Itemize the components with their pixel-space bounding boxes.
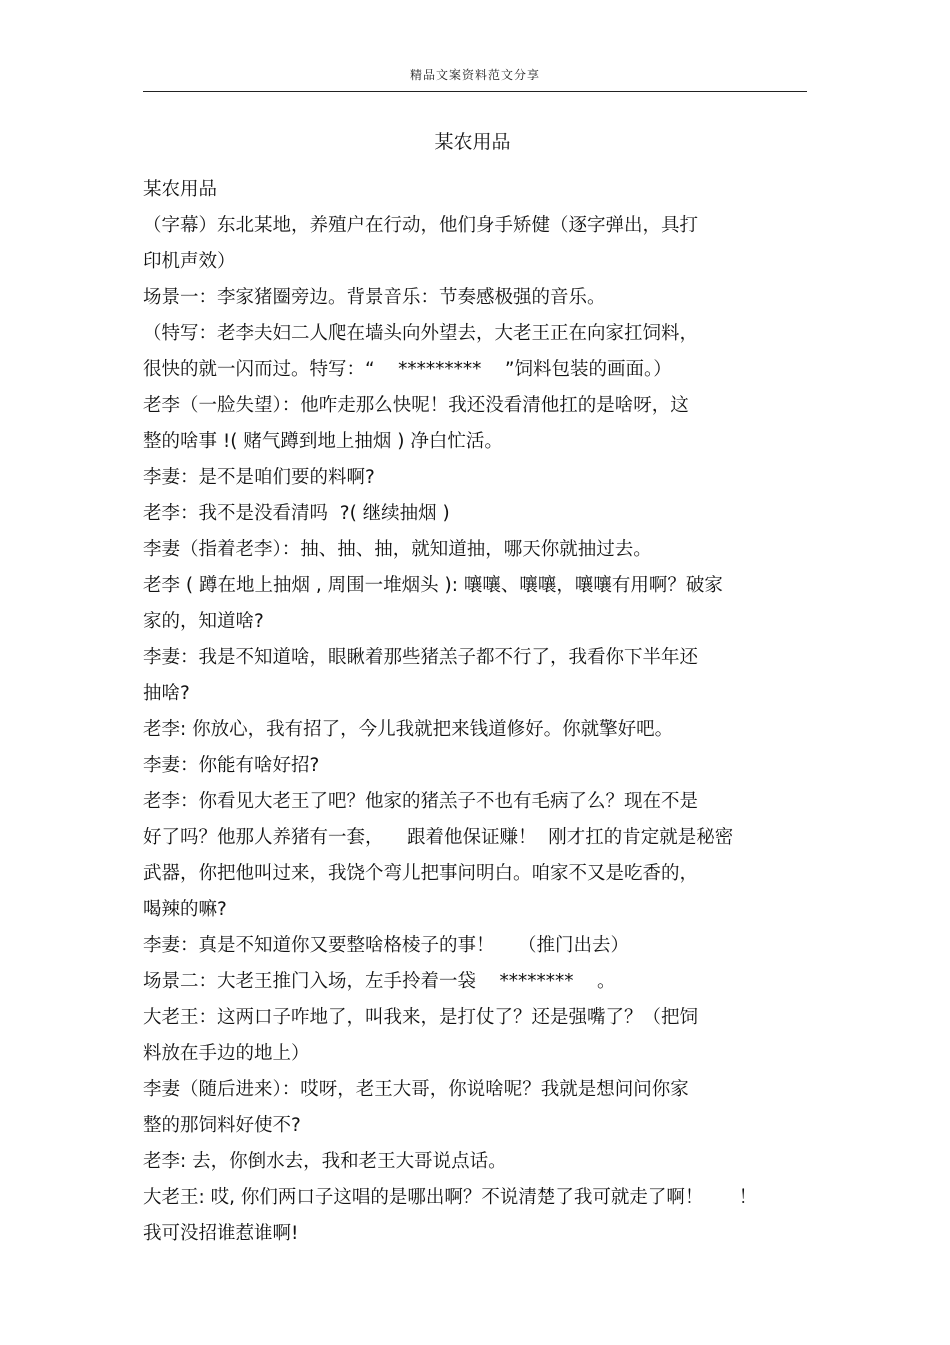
text-line: 料放在手边的地上）	[143, 1043, 310, 1064]
text-line: 武器，你把他叫过来，我饶个弯儿把事问明白。咱家不又是吃香的，	[143, 863, 699, 884]
text-line: 印机声效）	[143, 251, 236, 272]
text-line: 我可没招谁惹谁啊!	[143, 1223, 299, 1244]
text-line: 整的那饲料好使不?	[143, 1115, 301, 1136]
page-header: 精品文案资料范文分享	[409, 68, 540, 82]
header-divider	[143, 91, 807, 92]
text-line: 喝辣的嘛?	[143, 899, 227, 920]
text-line: （特写：老李夫妇二人爬在墙头向外望去，大老王正在向家扛饲料，	[143, 323, 699, 344]
text-line: 大老王：这两口子咋地了，叫我来，是打仗了？还是强嘴了？（把饲	[143, 1007, 699, 1028]
text-line: 老李（一脸失望）：他咋走那么快呢！我还没看清他扛的是啥呀，这	[143, 395, 689, 416]
text-line: 场景一：李家猪圈旁边。背景音乐：节奏感极强的音乐。	[143, 287, 606, 308]
text-line: 家的，知道啥?	[143, 611, 264, 632]
text-line: 李妻（指着老李）：抽、抽、抽，就知道抽，哪天你就抽过去。	[143, 539, 652, 560]
document-body	[143, 172, 823, 1252]
text-line: 很快的就一闪而过。特写：“ ********* ”饲料包装的画面。）	[143, 359, 672, 380]
text-line: 李妻：你能有啥好招?	[143, 755, 320, 776]
text-line: 李妻（随后进来）：哎呀，老王大哥，你说啥呢？我就是想问问你家	[143, 1079, 689, 1100]
text-line: 抽啥?	[143, 683, 190, 704]
text-line: 好了吗？他那人养猪有一套， 跟着他保证赚！ 刚才扛的肯定就是秘密	[143, 827, 734, 848]
text-line: 某农用品	[143, 179, 218, 200]
document-title: 某农用品	[434, 131, 511, 153]
text-line: 大老王: 哎, 你们两口子这唱的是哪出啊？不说清楚了我可就走了啊！ ！	[143, 1187, 758, 1208]
text-line: 老李: 去，你倒水去，我和老王大哥说点话。	[143, 1151, 507, 1172]
text-line: 李妻：真是不知道你又要整啥格棱子的事！ （推门出去）	[143, 935, 630, 956]
text-line: 老李：你看见大老王了吧？他家的猪羔子不也有毛病了么？现在不是	[143, 791, 699, 812]
text-line: 李妻：我是不知道啥，眼瞅着那些猪羔子都不行了，我看你下半年还	[143, 647, 699, 668]
text-line: 老李：我不是没看清吗 ?( 继续抽烟 )	[143, 503, 450, 524]
text-line: 整的啥事 !( 赌气蹲到地上抽烟 ) 净白忙活。	[143, 431, 503, 452]
text-line: 老李 ( 蹲在地上抽烟 , 周围一堆烟头 ): 嚷嚷、嚷嚷，嚷嚷有用啊？破家	[143, 575, 723, 596]
text-line: 场景二：大老王推门入场，左手拎着一袋 ******** 。	[143, 971, 616, 992]
text-line: 李妻：是不是咱们要的料啊?	[143, 467, 375, 488]
text-line: 老李: 你放心，我有招了，今儿我就把来钱道修好。你就擎好吧。	[143, 719, 674, 740]
text-line: （字幕）东北某地，养殖户在行动，他们身手矫健（逐字弹出，具打	[143, 215, 699, 236]
